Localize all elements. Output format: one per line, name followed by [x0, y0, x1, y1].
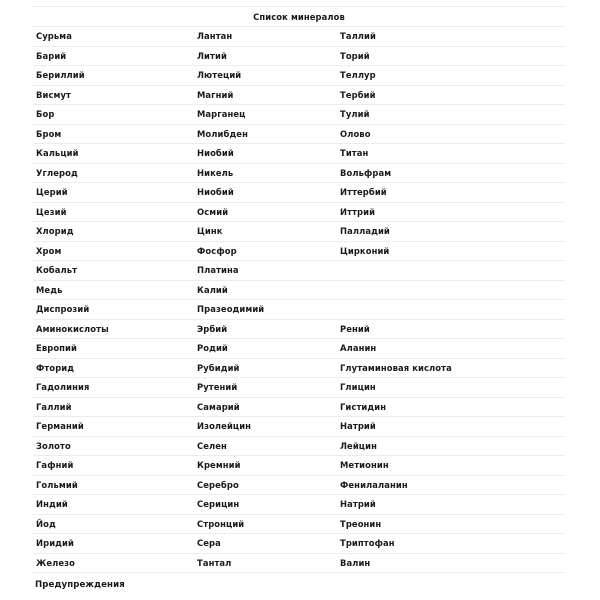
table-cell: Изолейцин: [194, 417, 337, 437]
table-row: [33, 183, 565, 203]
table-cell: Аминокислоты: [33, 319, 194, 339]
table-row: [33, 436, 565, 456]
table-cell: Магний: [194, 85, 337, 105]
table-cell: Треонин: [337, 514, 565, 534]
table-cell: [337, 300, 565, 320]
table-row: [33, 495, 565, 515]
table-row: [33, 300, 565, 320]
table-cell: Кальций: [33, 144, 194, 164]
table-cell: Осмий: [194, 202, 337, 222]
table-cell: Эрбий: [194, 319, 337, 339]
table-cell: Углерод: [33, 163, 194, 183]
table-cell: Серебро: [194, 475, 337, 495]
table-cell: Тербий: [337, 85, 565, 105]
table-cell: Рений: [337, 319, 565, 339]
table-row: [33, 241, 565, 261]
table-cell: Стронций: [194, 514, 337, 534]
table-row: [33, 378, 565, 398]
table-row: [33, 124, 565, 144]
table-row: [33, 514, 565, 534]
table-cell: Кремний: [194, 456, 337, 476]
table-cell: Гольмий: [33, 475, 194, 495]
table-cell: Никель: [194, 163, 337, 183]
table-header-row: [33, 7, 565, 27]
table-cell: Тулий: [337, 105, 565, 125]
table-cell: Валин: [337, 553, 565, 573]
table-cell: Олово: [337, 124, 565, 144]
table-cell: Глицин: [337, 378, 565, 398]
table-cell: Гафний: [33, 456, 194, 476]
table-cell: Серицин: [194, 495, 337, 515]
table-cell: Висмут: [33, 85, 194, 105]
table-cell: Рубидий: [194, 358, 337, 378]
table-cell: Гадолиния: [33, 378, 194, 398]
table-row: [33, 417, 565, 437]
table-row: [33, 534, 565, 554]
table-row: [33, 105, 565, 125]
table-cell: Лютеций: [194, 66, 337, 86]
table-cell: Цирконий: [337, 241, 565, 261]
table-cell: Литий: [194, 46, 337, 66]
table-row: [33, 66, 565, 86]
table-cell: Лейцин: [337, 436, 565, 456]
table-cell: Тантал: [194, 553, 337, 573]
table-cell: Церий: [33, 183, 194, 203]
table-row: [33, 456, 565, 476]
table-row: [33, 222, 565, 242]
table-row: [33, 261, 565, 281]
table-cell: Самарий: [194, 397, 337, 417]
table-cell: Железо: [33, 553, 194, 573]
table-row: [33, 163, 565, 183]
table-cell: Золото: [33, 436, 194, 456]
table-row: [33, 319, 565, 339]
table-cell: Фторид: [33, 358, 194, 378]
table-row: [33, 397, 565, 417]
table-cell: Европий: [33, 339, 194, 359]
table-cell: Родий: [194, 339, 337, 359]
table-cell: Индий: [33, 495, 194, 515]
table-row: [33, 144, 565, 164]
table-cell: Цезий: [33, 202, 194, 222]
table-cell: Вольфрам: [337, 163, 565, 183]
table-cell: Бор: [33, 105, 194, 125]
table-cell: Медь: [33, 280, 194, 300]
table-title: Список минералов: [33, 7, 565, 27]
table-cell: Иридий: [33, 534, 194, 554]
table-cell: Теллур: [337, 66, 565, 86]
table-cell: Сурьма: [33, 27, 194, 47]
table-row: [33, 553, 565, 573]
table-cell: Таллий: [337, 27, 565, 47]
table-cell: Натрий: [337, 417, 565, 437]
table-cell: Барий: [33, 46, 194, 66]
table-cell: Рутений: [194, 378, 337, 398]
table-cell: Натрий: [337, 495, 565, 515]
table-row: [33, 85, 565, 105]
table-cell: Сера: [194, 534, 337, 554]
table-cell: Торий: [337, 46, 565, 66]
table-cell: Глутаминовая кислота: [337, 358, 565, 378]
table-cell: Ниобий: [194, 144, 337, 164]
table-cell: Празеодимий: [194, 300, 337, 320]
table-cell: Лантан: [194, 27, 337, 47]
table-cell: Галлий: [33, 397, 194, 417]
table-cell: Хлорид: [33, 222, 194, 242]
table-cell: Йод: [33, 514, 194, 534]
table-cell: Марганец: [194, 105, 337, 125]
table-cell: Триптофан: [337, 534, 565, 554]
table-row: [33, 475, 565, 495]
table-row: [33, 358, 565, 378]
table-cell: Фосфор: [194, 241, 337, 261]
table-row: [33, 46, 565, 66]
table-row: [33, 339, 565, 359]
table-cell: Гистидин: [337, 397, 565, 417]
warnings-heading: Предупреждения: [35, 580, 125, 590]
table-cell: Аланин: [337, 339, 565, 359]
table-cell: Молибден: [194, 124, 337, 144]
table-cell: Метионин: [337, 456, 565, 476]
table-cell: Германий: [33, 417, 194, 437]
table-cell: Бром: [33, 124, 194, 144]
table-cell: Кобальт: [33, 261, 194, 281]
table-cell: Иттрий: [337, 202, 565, 222]
table-cell: Платина: [194, 261, 337, 281]
table-cell: Ниобий: [194, 183, 337, 203]
table-cell: Фенилаланин: [337, 475, 565, 495]
table-cell: [337, 280, 565, 300]
table-row: [33, 202, 565, 222]
table-row: [33, 280, 565, 300]
table-cell: Диспрозий: [33, 300, 194, 320]
table-cell: [337, 261, 565, 281]
table-cell: Селен: [194, 436, 337, 456]
table-body: [33, 27, 565, 573]
minerals-table: [33, 7, 565, 573]
table-cell: Калий: [194, 280, 337, 300]
table-cell: Титан: [337, 144, 565, 164]
table-cell: Хром: [33, 241, 194, 261]
table-cell: Цинк: [194, 222, 337, 242]
table-cell: Палладий: [337, 222, 565, 242]
table-cell: Иттербий: [337, 183, 565, 203]
table-cell: Бериллий: [33, 66, 194, 86]
table-row: [33, 27, 565, 47]
